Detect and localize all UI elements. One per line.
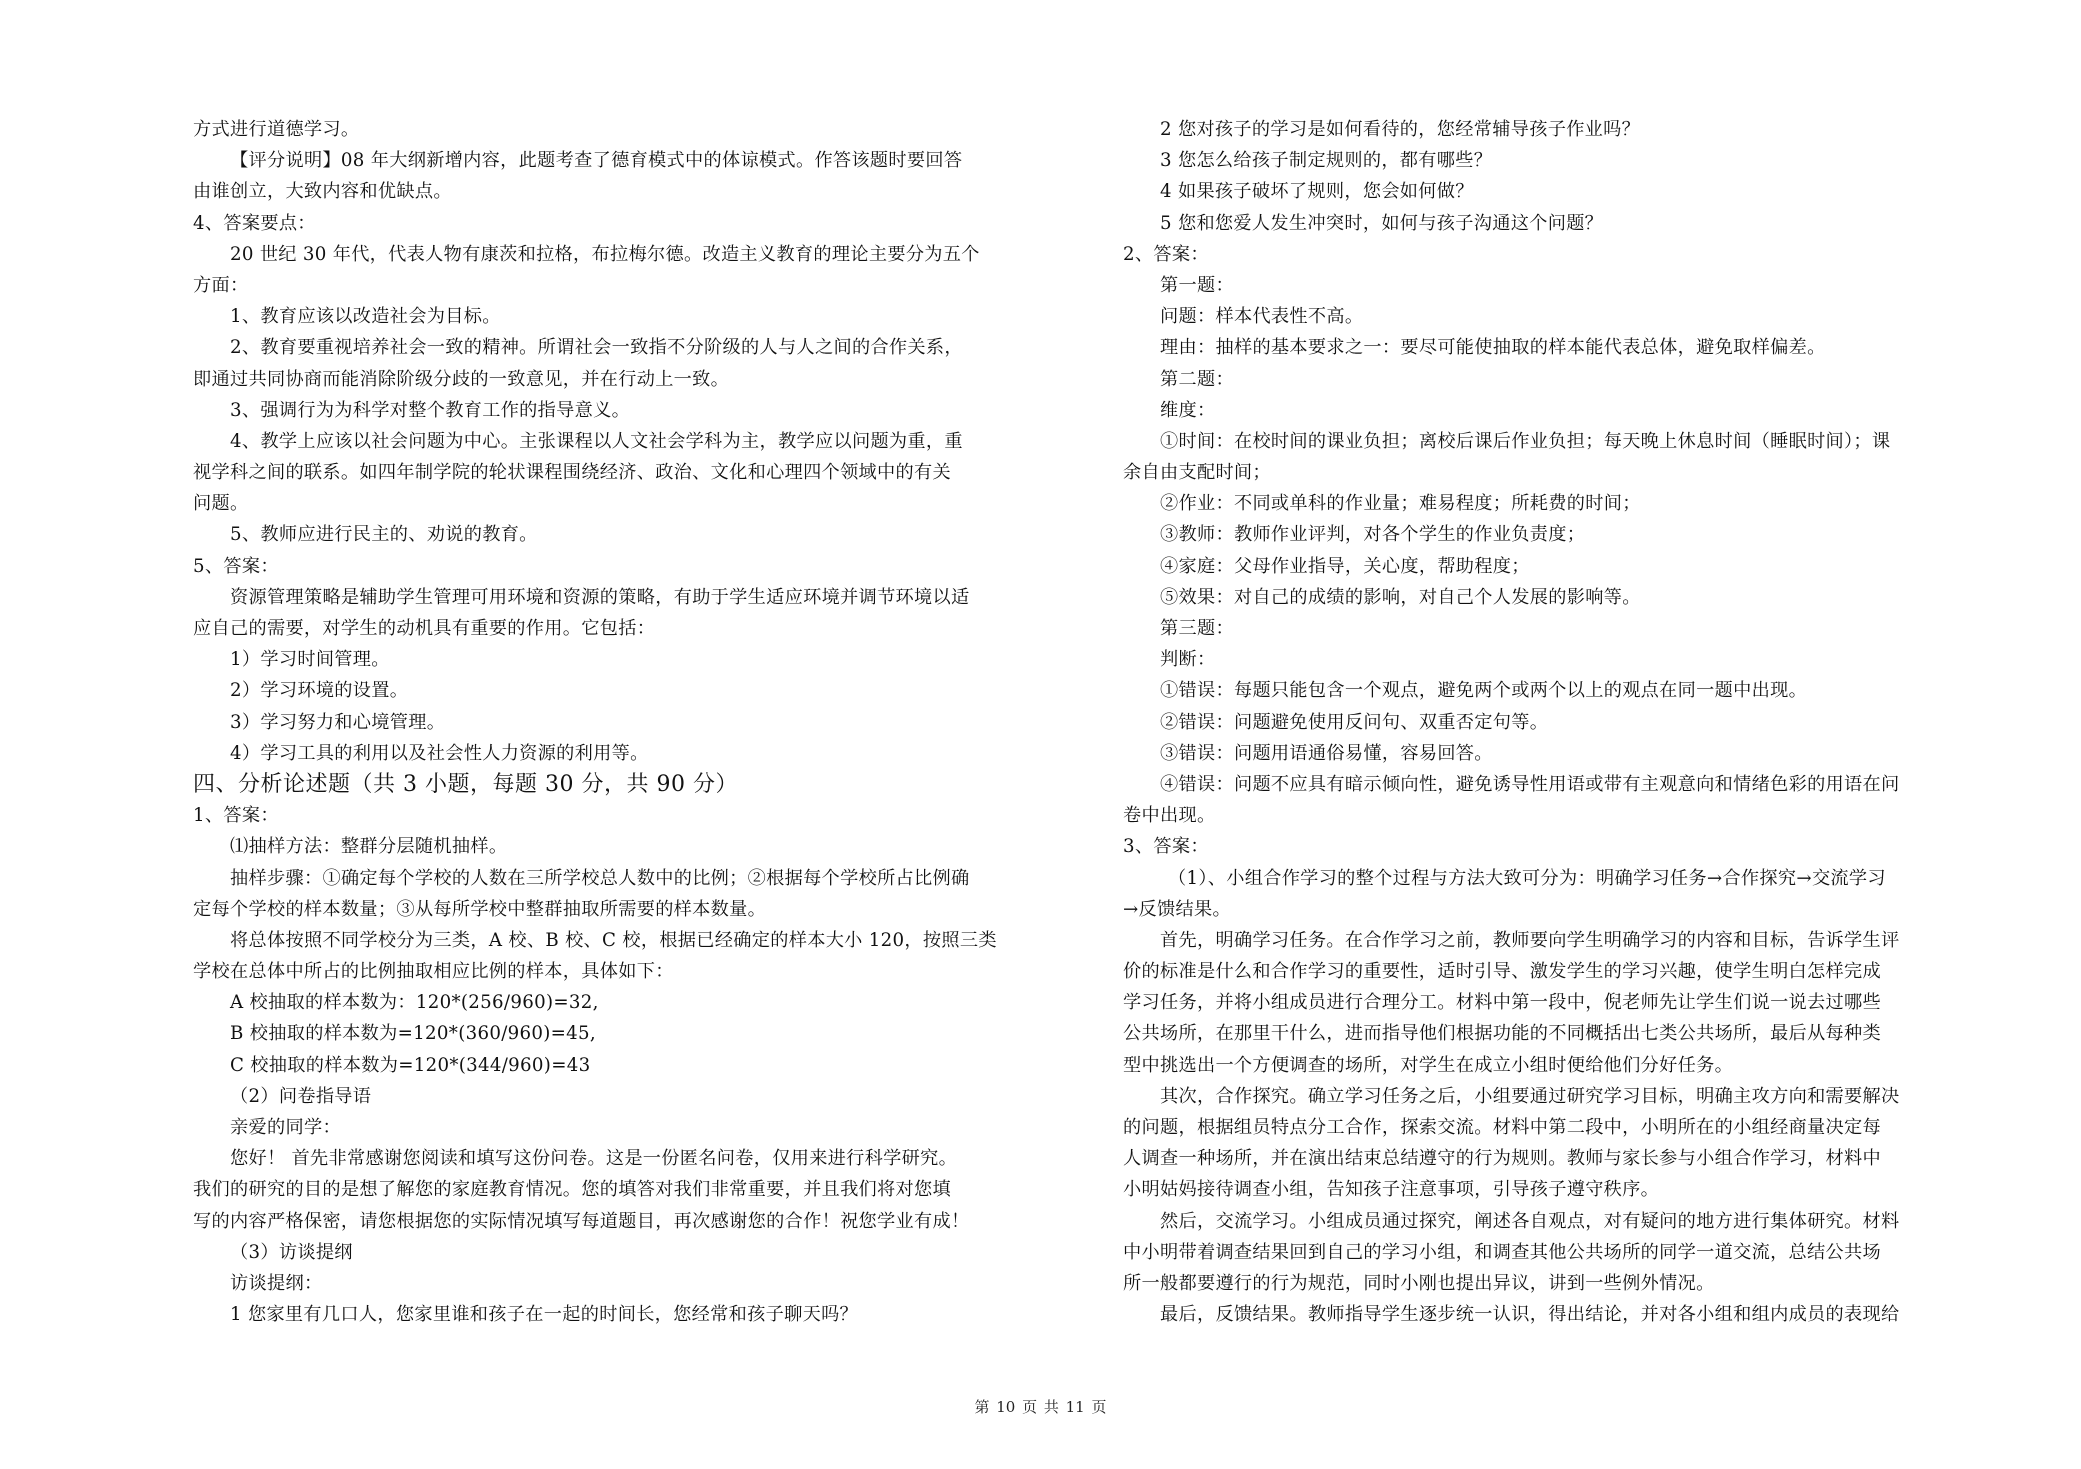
text-line: 余自由支配时间； bbox=[1123, 462, 1271, 484]
text-line: 然后，交流学习。小组成员通过探究，阐述各自观点，对有疑问的地方进行集体研究。材料 bbox=[1160, 1210, 1900, 1232]
text-line: （1）、小组合作学习的整个过程与方法大致可分为：明确学习任务→合作探究→交流学习 bbox=[1168, 867, 1886, 889]
text-line: 将总体按照不同学校分为三类，A 校、B 校、C 校，根据已经确定的样本大小 120，按照三类 bbox=[230, 929, 997, 951]
text-line: 抽样步骤：①确定每个学校的人数在三所学校总人数中的比例；②根据每个学校所占比例确 bbox=[230, 867, 970, 889]
text-line: 2、答案： bbox=[1123, 243, 1209, 265]
text-line: 第二题： bbox=[1160, 368, 1234, 390]
text-line: ③教师：教师作业评判，对各个学生的作业负责度； bbox=[1160, 524, 1586, 546]
text-line: 最后，反馈结果。教师指导学生逐步统一认识，得出结论，并对各小组和组内成员的表现给 bbox=[1160, 1304, 1900, 1326]
text-line: 即通过共同协商而能消除阶级分歧的一致意见，并在行动上一致。 bbox=[193, 368, 730, 390]
text-line: 卷中出现。 bbox=[1123, 805, 1216, 827]
text-line: 1 您家里有几口人，您家里谁和孩子在一起的时间长，您经常和孩子聊天吗？ bbox=[230, 1304, 859, 1326]
text-line: 应自己的需要，对学生的动机具有重要的作用。它包括： bbox=[193, 618, 656, 639]
text-line: 写的内容严格保密，请您根据您的实际情况填写每道题目，再次感谢您的合作！祝您学业有成！ bbox=[193, 1210, 970, 1232]
text-line: （2）问卷指导语 bbox=[230, 1085, 372, 1107]
text-line: 1）学习时间管理。 bbox=[230, 649, 390, 671]
text-line: 1、答案： bbox=[193, 805, 279, 827]
text-line: C 校抽取的样本数为=120*(344/960)=43 bbox=[230, 1054, 591, 1076]
text-line: （3）访谈提纲 bbox=[230, 1241, 353, 1263]
left-column bbox=[193, 114, 1063, 1330]
text-line: 资源管理策略是辅助学生管理可用环境和资源的策略，有助于学生适应环境并调节环境以适 bbox=[230, 586, 970, 608]
text-line: 5 您和您爱人发生冲突时，如何与孩子沟通这个问题？ bbox=[1160, 212, 1604, 234]
text-line: 学习任务，并将小组成员进行合理分工。材料中第一段中，倪老师先让学生们说一说去过哪些 bbox=[1123, 992, 1881, 1014]
text-line: 3、强调行为为科学对整个教育工作的指导意义。 bbox=[230, 399, 631, 421]
text-line: 4）学习工具的利用以及社会性人力资源的利用等。 bbox=[230, 742, 649, 764]
page-footer: 第 10 页 共 11 页 bbox=[974, 1398, 1107, 1416]
text-line: 由谁创立，大致内容和优缺点。 bbox=[193, 181, 452, 203]
text-line: 1、教育应该以改造社会为目标。 bbox=[230, 306, 501, 328]
text-line: 【评分说明】08 年大纲新增内容，此题考查了德育模式中的体谅模式。作答该题时要回答 bbox=[230, 150, 963, 172]
text-line: 维度： bbox=[1160, 399, 1216, 421]
text-line: 定每个学校的样本数量；③从每所学校中整群抽取所需要的样本数量。 bbox=[193, 898, 767, 920]
text-line: 3 您怎么给孩子制定规则的，都有哪些？ bbox=[1160, 150, 1493, 172]
text-line: 访谈提纲： bbox=[230, 1272, 323, 1294]
text-line: 方式进行道德学习。 bbox=[193, 119, 360, 140]
text-line: 第三题： bbox=[1160, 618, 1234, 639]
text-line: ③错误：问题用语通俗易懂，容易回答。 bbox=[1160, 742, 1493, 764]
text-line: 5、答案： bbox=[193, 555, 279, 577]
text-line: ⑴抽样方法：整群分层随机抽样。 bbox=[230, 836, 508, 858]
text-line: 首先，明确学习任务。在合作学习之前，教师要向学生明确学习的内容和目标，告诉学生评 bbox=[1160, 929, 1900, 951]
text-line: 型中挑选出一个方便调查的场所，对学生在成立小组时便给他们分好任务。 bbox=[1123, 1054, 1734, 1076]
text-line: ②作业：不同或单科的作业量；难易程度；所耗费的时间； bbox=[1160, 493, 1641, 515]
text-line: 中小明带着调查结果回到自己的学习小组，和调查其他公共场所的同学一道交流，总结公共场 bbox=[1123, 1241, 1881, 1263]
text-line: 您好！ 首先非常感谢您阅读和填写这份问卷。这是一份匿名问卷，仅用来进行科学研究。 bbox=[230, 1148, 958, 1170]
text-line: 2、教育要重视培养社会一致的精神。所谓社会一致指不分阶级的人与人之间的合作关系， bbox=[230, 337, 963, 359]
text-line: 3、答案： bbox=[1123, 836, 1209, 858]
text-line: 20 世纪 30 年代，代表人物有康茨和拉格，布拉梅尔德。改造主义教育的理论主要分为五个 bbox=[230, 243, 980, 265]
text-line: 亲爱的同学： bbox=[230, 1117, 341, 1138]
text-line: 人调查一种场所，并在演出结束总结遵守的行为规则。教师与家长参与小组合作学习，材料中 bbox=[1123, 1148, 1881, 1170]
text-line: 所一般都要遵行的行为规范，同时小刚也提出异议，讲到一些例外情况。 bbox=[1123, 1272, 1715, 1294]
text-line: ②错误：问题避免使用反问句、双重否定句等。 bbox=[1160, 711, 1549, 733]
text-line: 其次，合作探究。确立学习任务之后，小组要通过研究学习目标，明确主攻方向和需要解决 bbox=[1160, 1085, 1900, 1107]
text-line: 4、教学上应该以社会问题为中心。主张课程以人文社会学科为主，教学应以问题为重，重 bbox=[230, 430, 963, 452]
text-line: 4、答案要点： bbox=[193, 212, 316, 234]
text-line: 2）学习环境的设置。 bbox=[230, 680, 409, 702]
text-line: 小明姑妈接待调查小组，告知孩子注意事项，引导孩子遵守秩序。 bbox=[1123, 1179, 1660, 1201]
text-line: 的问题，根据组员特点分工合作，探索交流。材料中第二段中，小明所在的小组经商量决定每 bbox=[1123, 1117, 1881, 1138]
text-line: 学校在总体中所占的比例抽取相应比例的样本，具体如下： bbox=[193, 961, 674, 983]
text-line: ①时间：在校时间的课业负担；离校后课后作业负担；每天晚上休息时间（睡眠时间）；课 bbox=[1160, 430, 1891, 452]
text-line: ⑤效果：对自己的成绩的影响，对自己个人发展的影响等。 bbox=[1160, 586, 1641, 608]
text-line: 3）学习努力和心境管理。 bbox=[230, 711, 446, 733]
text-line: 理由：抽样的基本要求之一：要尽可能使抽取的样本能代表总体，避免取样偏差。 bbox=[1160, 337, 1826, 359]
text-line: 价的标准是什么和合作学习的重要性，适时引导、激发学生的学习兴趣，使学生明白怎样完成 bbox=[1123, 961, 1881, 983]
text-line: 公共场所，在那里干什么，进而指导他们根据功能的不同概括出七类公共场所，最后从每种类 bbox=[1123, 1023, 1881, 1045]
text-line: 方面： bbox=[193, 274, 249, 296]
text-line: 4 如果孩子破坏了规则，您会如何做？ bbox=[1160, 181, 1474, 203]
text-line: B 校抽取的样本数为=120*(360/960)=45, bbox=[230, 1023, 597, 1045]
text-line: 2 您对孩子的学习是如何看待的，您经常辅导孩子作业吗？ bbox=[1160, 119, 1641, 140]
section-heading: 四、分析论述题（共 3 小题，每题 30 分，共 90 分） bbox=[193, 771, 738, 797]
right-column bbox=[1123, 114, 1975, 1330]
text-line: 第一题： bbox=[1160, 274, 1234, 296]
text-line: 视学科之间的联系。如四年制学院的轮状课程围绕经济、政治、文化和心理四个领域中的有关 bbox=[193, 462, 951, 484]
text-line: 问题。 bbox=[193, 493, 249, 515]
text-line: ④家庭：父母作业指导，关心度，帮助程度； bbox=[1160, 555, 1530, 577]
text-line: ④错误：问题不应具有暗示倾向性，避免诱导性用语或带有主观意向和情绪色彩的用语在问 bbox=[1160, 773, 1900, 795]
text-line: 我们的研究的目的是想了解您的家庭教育情况。您的填答对我们非常重要，并且我们将对您填 bbox=[193, 1179, 951, 1201]
text-line: A 校抽取的样本数为：120*(256/960)=32, bbox=[230, 992, 599, 1014]
text-line: ①错误：每题只能包含一个观点，避免两个或两个以上的观点在同一题中出现。 bbox=[1160, 680, 1808, 702]
text-line: 5、教师应进行民主的、劝说的教育。 bbox=[230, 524, 538, 546]
text-line: 问题：样本代表性不高。 bbox=[1160, 306, 1364, 328]
text-line: →反馈结果。 bbox=[1123, 898, 1231, 920]
text-line: 判断： bbox=[1160, 649, 1216, 671]
